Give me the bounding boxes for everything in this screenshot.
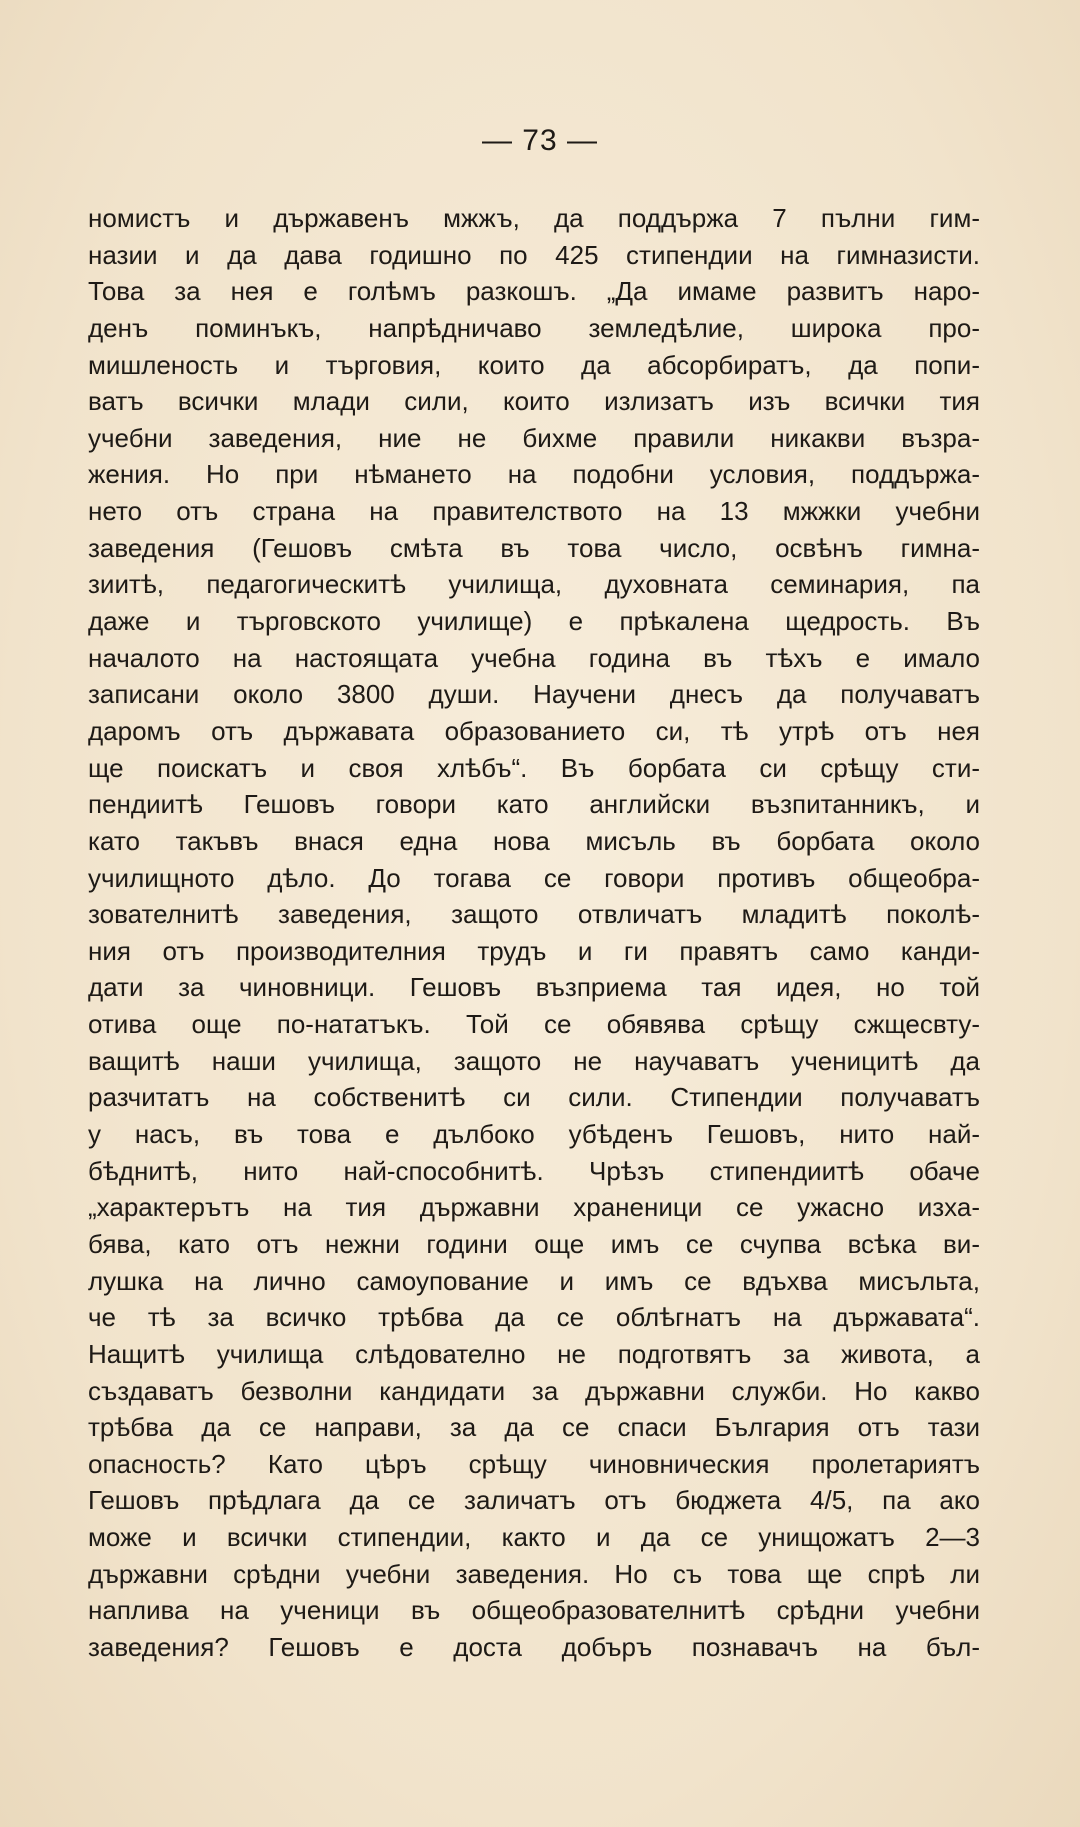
text-line: заведения? Гешовъ е доста добъръ познавачъ на бъл- [88,1631,980,1662]
text-line: у насъ, въ това е дълбоко убѣденъ Гешовъ, нито най- [88,1119,980,1150]
text-line: нето отъ страна на правителството на 13 мжжки учебни [88,496,980,527]
text-line: мишленость и търговия, които да абсорбиратъ, да попи- [88,349,980,380]
text-line: ния отъ производителния трудъ и ги правятъ само канди- [88,935,980,966]
text-line: денъ поминъкъ, напрѣдничаво земледѣлие, широка про- [88,312,980,343]
text-line: даромъ отъ държавата образованието си, тѣ утрѣ отъ нея [88,715,980,746]
text-line: училищното дѣло. До тогава се говори противъ общеобра- [88,862,980,893]
text-line: Това за нея е голѣмъ разкошъ. „Да имаме развитъ наро- [88,276,980,307]
text-line: заведения (Гешовъ смѣта въ това число, освѣнъ гимна- [88,532,980,563]
text-line: назии и да дава годишно по 425 стипендии на гимназисти. [88,239,980,270]
text-line: Гешовъ прѣдлага да се заличатъ отъ бюджета 4/5, па ако [88,1485,980,1516]
text-line: учебни заведения, ние не бихме правили никакви възра- [88,422,980,453]
text-line: че тѣ за всичко трѣбва да се облѣгнатъ на държавата“. [88,1302,980,1333]
body-text [88,200,980,1666]
text-line: жения. Но при нѣманeто на подобни условия, поддържа- [88,459,980,490]
text-line: зователнитѣ заведения, защото отвличатъ младитѣ поколѣ- [88,899,980,930]
text-line: бѣднитѣ, нито най-способнитѣ. Чрѣзъ стипендиитѣ обаче [88,1155,980,1186]
text-line: „характерътъ на тия държавни храненици се ужасно изха- [88,1192,980,1223]
text-line: разчитатъ на собственитѣ си сили. Стипендии получаватъ [88,1082,980,1113]
text-line: Нащитѣ училища слѣдователно не подготвятъ за живота, а [88,1338,980,1369]
text-line: ватъ всички млади сили, които излизатъ изъ всички тия [88,386,980,417]
text-line: може и всички стипендии, както и да се унищожатъ 2—3 [88,1522,980,1553]
text-line: записани около 3800 души. Научени днесъ да получаватъ [88,679,980,710]
text-line: лушка на лично самоупование и имъ се вдъхва мисъльта, [88,1265,980,1296]
text-line: държавни срѣдни учебни заведения. Но съ това ще спрѣ ли [88,1558,980,1589]
text-line: номистъ и държавенъ мжжъ, да поддържа 7 пълни гим- [88,203,980,233]
text-line: пендиитѣ Гешовъ говори като английски възпитанникъ, и [88,789,980,820]
text-line: трѣбва да се направи, за да се спаси България отъ тази [88,1412,980,1443]
text-line: дати за чиновници. Гешовъ възприема тая идея, но той [88,972,980,1003]
text-line: като такъвъ внася една нова мисъль въ борбата около [88,825,980,856]
text-line: отива още по-нататъкъ. Той се обявява срѣщу сжщесвту- [88,1009,980,1040]
text-line: наплива на ученици въ общеобразователнитѣ срѣдни учебни [88,1595,980,1626]
text-line: ще поискатъ и своя хлѣбъ“. Въ борбата си срѣщу сти- [88,752,980,783]
text-line: зиитѣ, педагогическитѣ училища, духовната семинария, па [88,569,980,600]
text-line: даже и търговското училище) е прѣкалена щедрость. Въ [88,606,980,637]
text-line: бява, като отъ нежни години още имъ се счупва всѣка ви- [88,1228,980,1259]
text-line: началото на настоящата учебна година въ тѣхъ е имало [88,642,980,673]
text-line: ващитѣ наши училища, защото не научаватъ ученицитѣ да [88,1045,980,1076]
text-line: опасность? Като цѣръ срѣщу чиновническия пролетариятъ [88,1448,980,1479]
text-line: създаватъ безволни кандидати за държавни служби. Но какво [88,1375,980,1406]
page-number: — 73 — [481,124,599,157]
